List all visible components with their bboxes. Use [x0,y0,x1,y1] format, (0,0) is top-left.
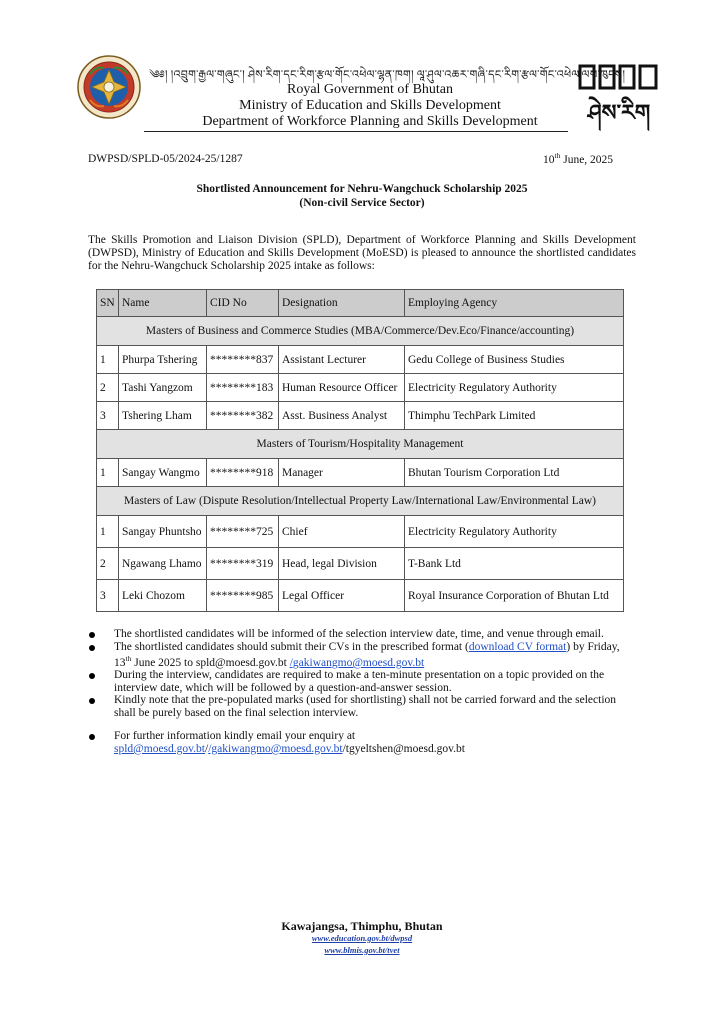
header-line-government: Royal Government of Bhutan [286,82,454,97]
header-dzongkha-line: ༄༅། །འབྲུག་རྒྱལ་གཞུང་། ཤེས་རིག་དང་རིག་རྩལ་གོང་འཕེལ་ལྷན་ཁག། ལཱ་ཤུལ་འཆར་གཞི་དང་རིག་རྩལ་གོང་འཕེལ་ལས་ཁུངས། [149,69,626,81]
table-row [97,459,624,487]
cell-cid: ********837 [207,346,279,374]
category-row [97,487,624,516]
note-text: During the interview, candidates are required to make a ten-minute presentation on a topic provided on the interview date, which will be followed by a question-and-answer session. [114,669,605,694]
reference-number: DWPSD/SPLD-05/2024-25/1287 [88,153,243,165]
royal-emblem-icon [76,54,142,120]
cell-designation: Assistant Lecturer [279,346,405,374]
intro-paragraph: The Skills Promotion and Liaison Division (SPLD), Department of Workforce Planning and Skills Development (DWPSD), Ministry of Education and Skills Development (MoESD) is pleased to announce the shortlisted candidates for the Nehru-Wangchuck Scholarship 2025 intake as follows: [88,234,636,272]
table-row [97,374,624,402]
category-label: Masters of Law (Dispute Resolution/Intellectual Property Law/International Law/Environmental Law) [97,487,624,516]
announcement-title [88,182,636,210]
date-suffix: th [554,151,561,160]
cell-name: Ngawang Lhamo [119,548,207,580]
header-sn: SN [97,290,119,317]
note-text: Kindly note that the pre-populated marks (used for shortlisting) shall not be carried forward and the selection shall be purely based on the final selection interview. [114,694,617,719]
date-rest: June, 2025 [560,153,614,166]
footer-tvet-link[interactable]: www.blmis.gov.bt/tvet [324,945,400,955]
bullet-icon [89,734,95,740]
cell-cid: ********183 [207,374,279,402]
header-line-department: Department of Workforce Planning and Skills Development [202,114,538,129]
table-row [97,548,624,580]
category-row [97,317,624,346]
cell-cid: ********382 [207,402,279,430]
cell-name: Tashi Yangzom [119,374,207,402]
cell-designation: Legal Officer [279,580,405,612]
cell-agency: Gedu College of Business Studies [405,346,624,374]
gakiwangmo-email-link[interactable]: /gakiwangmo@moesd.gov.bt [208,742,343,755]
cell-agency: Bhutan Tourism Corporation Ltd [405,459,624,487]
cell-designation: Chief [279,516,405,548]
cell-agency: Thimphu TechPark Limited [405,402,624,430]
bullet-icon [89,698,95,704]
note-text: For further information kindly email your enquiry at [114,730,356,743]
note-text: ) by Friday, 13 [114,640,620,669]
cell-sn: 1 [97,459,119,487]
table-header-row [97,290,624,317]
note-item [88,694,636,719]
note-sup: th [125,654,132,663]
footer [180,920,544,956]
cell-sn: 3 [97,402,119,430]
note-text: / [204,742,209,755]
table-row [97,580,624,612]
cell-name: Phurpa Tshering [119,346,207,374]
cell-name: Sangay Wangmo [119,459,207,487]
cell-designation: Head, legal Division [279,548,405,580]
spld-email-link[interactable]: spld@moesd.gov.bt [114,742,205,755]
table-row [97,346,624,374]
bullet-icon [89,632,95,638]
cell-cid: ********725 [207,516,279,548]
notes-list [88,628,636,755]
header-agency: Employing Agency [405,290,624,317]
cell-cid: ********319 [207,548,279,580]
department-logo-icon [578,62,660,130]
cell-name: Sangay Phuntsho [119,516,207,548]
footer-address: Kawajangsa, Thimphu, Bhutan [281,919,443,933]
header-cid: CID No [207,290,279,317]
note-item [88,628,636,641]
cell-name: Leki Chozom [119,580,207,612]
note-item [88,669,636,694]
cell-name: Tshering Lham [119,402,207,430]
cell-agency: Electricity Regulatory Authority [405,374,624,402]
cell-agency: Electricity Regulatory Authority [405,516,624,548]
table-row [97,516,624,548]
cell-designation: Asst. Business Analyst [279,402,405,430]
gakiwangmo-email-link[interactable]: /gakiwangmo@moesd.gov.bt [289,656,425,669]
cell-agency: T-Bank Ltd [405,548,624,580]
date-day: 10 [543,153,555,166]
header-line-ministry: Ministry of Education and Skills Development [239,98,501,113]
category-row [97,430,624,459]
cell-sn: 2 [97,548,119,580]
note-item [88,641,636,670]
header-divider [144,131,568,132]
title-line-1: Shortlisted Announcement for Nehru-Wangchuck Scholarship 2025 [196,183,528,195]
cell-cid: ********985 [207,580,279,612]
note-item [88,730,636,755]
logo-text: ཤེས་རིག [587,101,651,126]
cell-sn: 1 [97,516,119,548]
bullet-icon [89,645,95,651]
cell-agency: Royal Insurance Corporation of Bhutan Ltd [405,580,624,612]
note-text: The shortlisted candidates will be informed of the selection interview date, time, and venue through email. [114,628,604,640]
letter-date [543,151,613,166]
bullet-icon [89,673,95,679]
cell-designation: Human Resource Officer [279,374,405,402]
header-name: Name [119,290,207,317]
note-text: The shortlisted candidates should submit their CVs in the prescribed format ( [114,640,469,653]
category-label: Masters of Business and Commerce Studies (MBA/Commerce/Dev.Eco/Finance/accounting) [97,317,624,346]
note-text: /tgyeltshen@moesd.gov.bt [342,742,465,755]
table-row [97,402,624,430]
footer-website-link[interactable]: www.education.gov.bt/dwpsd [311,933,413,943]
cell-sn: 1 [97,346,119,374]
cell-sn: 2 [97,374,119,402]
title-line-2: (Non-civil Service Sector) [299,197,425,209]
header-text-block [170,82,570,130]
note-text: June 2025 to spld@moesd.gov.bt [131,656,290,669]
category-label: Masters of Tourism/Hospitality Management [97,430,624,459]
header-designation: Designation [279,290,405,317]
cell-cid: ********918 [207,459,279,487]
cell-sn: 3 [97,580,119,612]
cell-designation: Manager [279,459,405,487]
download-cv-link[interactable]: download CV format [468,640,567,653]
shortlist-table [96,289,624,612]
